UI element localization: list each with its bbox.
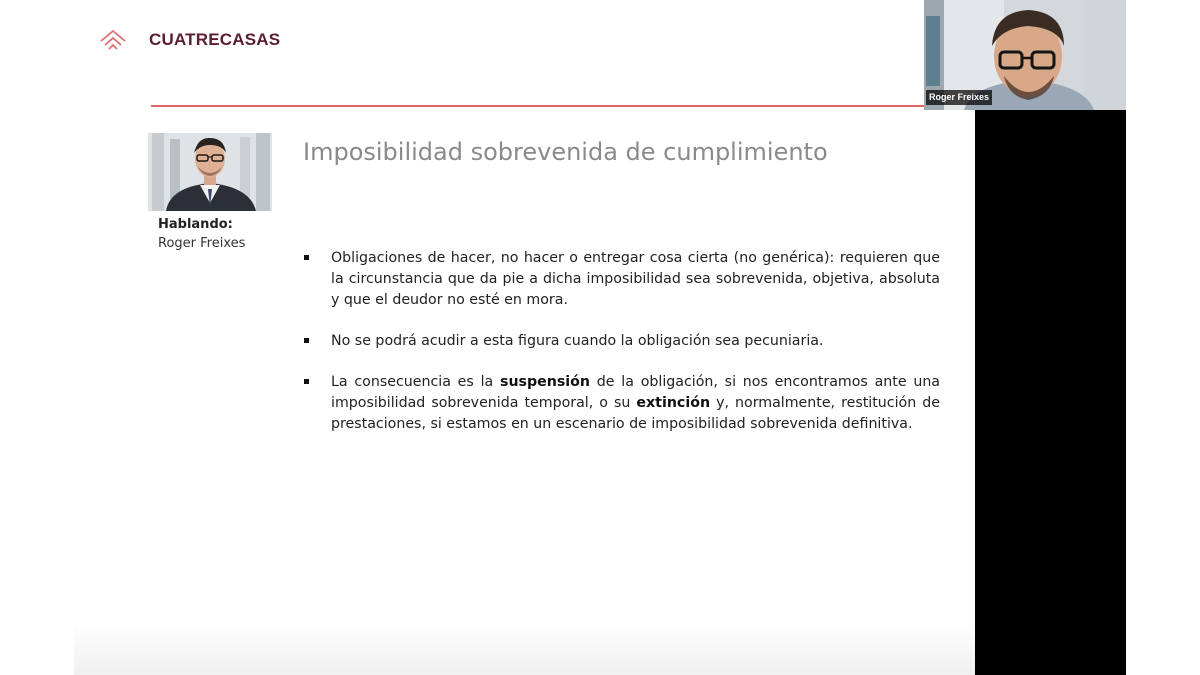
bullet-list — [300, 248, 940, 455]
bullet-item — [300, 372, 940, 435]
bullet-square-icon — [304, 255, 309, 260]
speaker-photo — [148, 133, 272, 211]
bullet-text: Obligaciones de hacer, no hacer o entregar cosa cierta (no genérica): requieren que la circunstancia que da pie a dicha imposibilidad sea sobrevenida, objetiva, absoluta y que el deudor no esté en mora. — [331, 250, 940, 308]
participant-name-label: Roger Freixes — [926, 90, 992, 105]
cuatrecasas-logo-icon — [98, 28, 128, 50]
bullet-bold-term: suspensión — [500, 374, 591, 390]
bullet-text-part: La consecuencia es la — [331, 374, 500, 390]
video-panel-background — [975, 110, 1126, 675]
bullet-text: No se podrá acudir a esta figura cuando la obligación sea pecuniaria. — [331, 333, 824, 349]
brand-name: CUATRECASAS — [149, 30, 281, 49]
speaker-label: Hablando: — [158, 217, 233, 232]
bullet-text-part: y, normalmente, restitución de prestaciones, si estamos en un escenario de imposibilidad sobrevenida definitiva. — [331, 395, 940, 432]
webcam-video-tile[interactable] — [924, 0, 1126, 110]
bullet-bold-term: extinción — [636, 395, 711, 411]
bullet-square-icon — [304, 379, 309, 384]
bullet-square-icon — [304, 338, 309, 343]
bullet-text-part: de la obligación, si nos encontramos ante una imposibilidad sobrevenida temporal, o su — [331, 374, 941, 411]
bullet-item — [300, 331, 940, 352]
slide-title: Imposibilidad sobrevenida de cumplimiento — [303, 138, 828, 166]
bullet-item — [300, 248, 940, 311]
right-margin — [1126, 0, 1200, 675]
left-margin — [0, 0, 74, 675]
speaker-name: Roger Freixes — [158, 236, 246, 251]
header-divider — [151, 105, 975, 107]
